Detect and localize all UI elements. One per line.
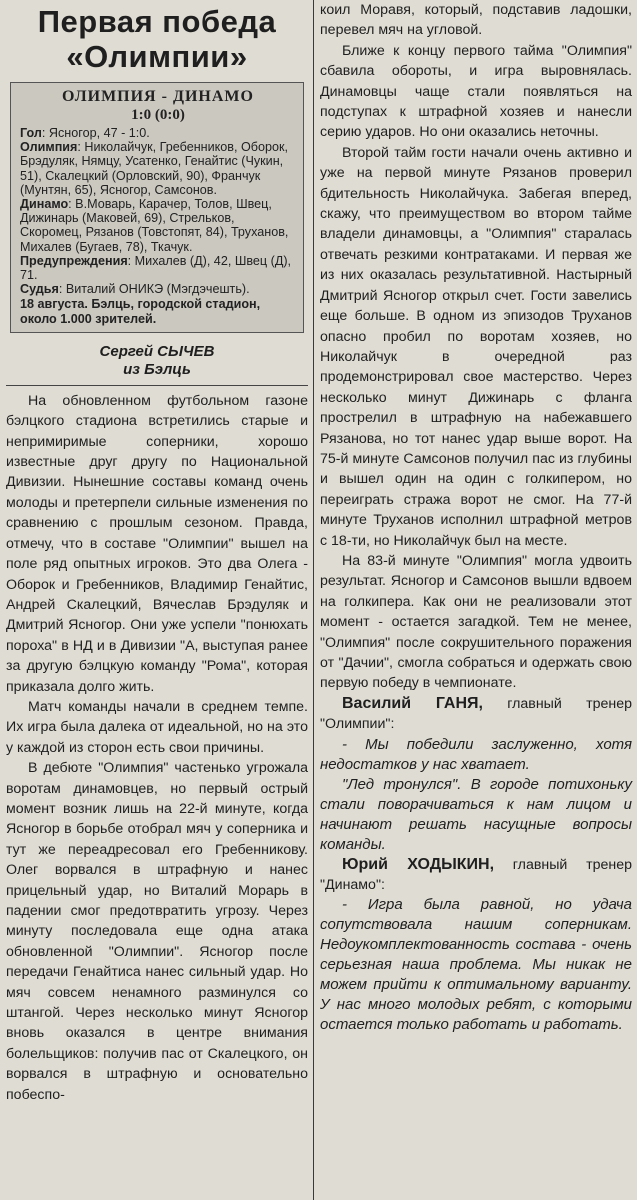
speaker-role: главный тренер "Динамо": [320, 856, 632, 894]
dinamo-label: Динамо [20, 197, 69, 212]
olimpia-lineup [20, 140, 296, 197]
warnings-label: Предупреждения [20, 253, 128, 268]
warnings-text: : Михалев (Д), 42, Швец (Д), 71. [20, 253, 292, 283]
referee-text: : Виталий ОНИКЭ (Мэгдэчешть). [58, 282, 250, 297]
right-article-body [320, 0, 632, 1035]
left-article-body [6, 391, 308, 1105]
headline [6, 4, 308, 74]
match-score: 1:0 (0:0) [131, 107, 185, 123]
speaker-role: главный тренер "Олимпии": [320, 695, 632, 733]
quote-speaker-hodykin [320, 855, 632, 896]
date-venue-line: 18 августа. Бэлць, городской стадион, около 1.000 зрителей. [20, 297, 261, 326]
author-location: из Бэлць [123, 360, 191, 378]
quote-text: - Игра была равной, но удача сопутствовала нашим соперникам. Недоукомплектованность состава - очень серьезная наша проблема. Мы никак не можем прийти к оптимальному варианту. У нас много молодых ребят, с которыми остается только работать и работать. [320, 896, 632, 1034]
article-paragraph: На 83-й минуте "Олимпия" могла удвоить результат. Ясногор и Самсонов вышли вдвоем на голкипера. Как они не реализовали этот момент - остается загадкой. Тем не менее, "Олимпия" после сокрушительного поражения от "Дачии", смогла собраться и одержать свою первую победу в чемпионате. [320, 552, 632, 692]
dinamo-lineup [20, 197, 296, 254]
byline [6, 343, 308, 379]
olimpia-text: : Николайчук, Гребенников, Оборок, Брэдуляк, Нямцу, Усатенко, Генайтис (Чукин, 51), Скалецкий (Орловский, 90), Франчук (Мунтян, 65), Ясногор, Самсонов. [20, 140, 289, 197]
column-divider [313, 0, 314, 1200]
match-info-box [10, 82, 304, 333]
article-paragraph: Второй тайм гости начали очень активно и уже на первой минуте Рязанов проверил бдительность Николайчука. Забегая вперед, скажу, что преимуществом во втором тайме владели динамовцы, а "Олимпия" старалась отвечать резкими контратаками. И первая же из них оказалась результативной. Настырный Дмитрий Ясногор открыл счет. Гости завелись еще больше. В одном из эпизодов Труханов опасно пробил по воротам хозяев, но Николайчук в очередной раз продемонстрировал свое мастерство. Через несколько минут Дижинарь с фланга прострелил в штрафную на набежавшего Рязанова, но тот нанес удар выше ворот. На 75-й минуте Самсонов получил пас из глубины и вышел один на один с голкипером, но переиграть стража ворот не смог. На 77-й минуте Труханов исполнил штрафной метров с 18-ти, но Николайчук был на месте. [320, 144, 632, 549]
quote-speaker-ganya [320, 694, 632, 735]
article-paragraph: Ближе к концу первого тайма "Олимпия" сбавила обороты, и игра выровнялась. Динамовцы чаще стали появляться на подступах к штрафной хозяев и нанесли серию ударов. Но они оказались неточны. [320, 42, 632, 141]
olimpia-label: Олимпия [20, 140, 78, 155]
article-paragraph: В дебюте "Олимпия" частенько угрожала воротам динамовцев, но первый острый момент возник лишь на 22-й минуте, когда Ясногор в борьбе отобрал мяч у соперника и тут же переадресовал его Гребенникову. Олег ворвался в штрафную и нанес прицельный удар, но Виталий Морарь в падении смог предотвратить угрозу. Через минуту последовала еще одна атака обновленной "Олимпии". Ясногор после передачи Генайтиса нанес сильный удар. Но мяч совсем ненамного разминулся со штангой. Через несколько минут Ясногор вновь оказался в центре внимания болельщиков: получив пас от Скалецкого, он ворвался в штрафную и основательно побеспо- [6, 760, 308, 1103]
goal-line [20, 126, 296, 140]
author-name: Сергей СЫЧЕВ [99, 342, 215, 360]
right-column [320, 0, 632, 1200]
referee-label: Судья [20, 282, 59, 297]
goal-text: : Ясногор, 47 - 1:0. [41, 126, 150, 140]
article-paragraph: коил Моравя, который, подставив ладошки, перевел мяч на угловой. [320, 2, 632, 39]
referee-line [20, 282, 296, 296]
article-paragraph: На обновленном футбольном газоне бэлцкого стадиона встретились старые и непримиримые соперники, хорошо известные друг другу по Национальной Дивизии. Нынешние составы команд очень молоды и претерпели сильные изменения по сравнению с прошлым сезоном. Правда, отмечу, что в составе "Олимпии" вышел на поле ряд опытных игроков. Это два Олега - Оборок и Гребенников, Владимир Генайтис, Андрей Скалецкий, Вячеслав Брэдуляк и Дмитрий Ясногор. Они уже успели "понюхать пороха" в НД и в Дивизии "А, выступая ранее за другую бэлцкую команду "Рома", которая приказала долго жить. [6, 392, 308, 695]
quote-text: "Лед тронулся". В городе потихоньку стали поворачиваться к нам лицом и начинают решать насущные вопросы команды. [320, 775, 632, 853]
quote-text: - Мы победили заслуженно, хотя недостатков у нас хватает. [320, 735, 632, 773]
warnings-line [20, 254, 296, 282]
speaker-name: Василий ГАНЯ, [342, 694, 483, 712]
headline-line-1: Первая победа [37, 4, 277, 39]
byline-divider [6, 385, 308, 386]
match-teams: ОЛИМПИЯ - ДИНАМО [62, 88, 254, 105]
goal-label: Гол [20, 126, 42, 140]
dinamo-text: : В.Моварь, Карачер, Толов, Швец, Дижинарь (Маковей, 69), Стрельков, Скоромец, Рязанов (Товстопят, 84), Труханов, Михалев (Бугаев, 78), Ткачук. [20, 197, 289, 254]
article-paragraph: Матч команды начали в среднем темпе. Их игра была далека от идеальной, но на это у каждой из сторон есть свои причины. [6, 698, 308, 756]
headline-line-2: «Олимпии» [66, 39, 248, 74]
speaker-name: Юрий ХОДЫКИН, [342, 855, 495, 873]
left-column [6, 0, 308, 1200]
